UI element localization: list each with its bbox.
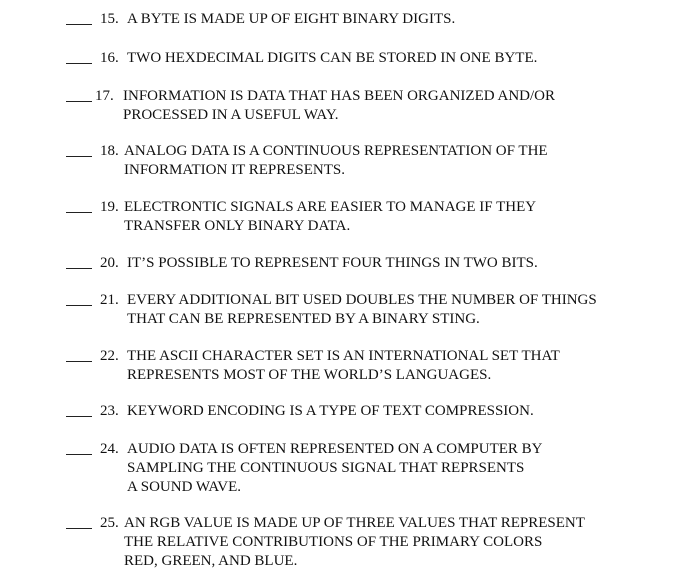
question-line: TRANSFER ONLY BINARY DATA. bbox=[124, 218, 351, 234]
question-text bbox=[127, 49, 537, 68]
answer-blank[interactable] bbox=[66, 528, 92, 529]
question-number: 24. bbox=[100, 441, 119, 457]
question-text bbox=[127, 291, 597, 329]
answer-blank[interactable] bbox=[66, 212, 92, 213]
question-number: 19. bbox=[100, 199, 119, 215]
question-number: 17. bbox=[95, 88, 114, 104]
answer-blank[interactable] bbox=[66, 361, 92, 362]
question-number: 16. bbox=[100, 50, 119, 66]
question-number: 15. bbox=[100, 11, 119, 27]
question-line: ELECTRONTIC SIGNALS ARE EASIER TO MANAGE IF THEY bbox=[124, 199, 537, 215]
question-text bbox=[124, 142, 548, 180]
question-number: 21. bbox=[100, 292, 119, 308]
question-line: PROCESSED IN A USEFUL WAY. bbox=[123, 107, 339, 123]
question-number: 25. bbox=[100, 515, 119, 531]
question-text bbox=[127, 402, 534, 421]
answer-blank[interactable] bbox=[66, 268, 92, 269]
answer-blank[interactable] bbox=[66, 156, 92, 157]
answer-blank[interactable] bbox=[66, 305, 92, 306]
question-line: ANALOG DATA IS A CONTINUOUS REPRESENTATION OF THE bbox=[124, 143, 548, 159]
question-line: IT’S POSSIBLE TO REPRESENT FOUR THINGS IN TWO BITS. bbox=[127, 255, 538, 271]
question-line: RED, GREEN, AND BLUE. bbox=[124, 553, 298, 569]
answer-blank[interactable] bbox=[66, 416, 92, 417]
answer-blank[interactable] bbox=[66, 454, 92, 455]
question-line: THAT CAN BE REPRESENTED BY A BINARY STING. bbox=[127, 311, 480, 327]
question-line: INFORMATION IS DATA THAT HAS BEEN ORGANIZED AND/OR bbox=[123, 88, 556, 104]
question-line: A BYTE IS MADE UP OF EIGHT BINARY DIGITS. bbox=[127, 11, 456, 27]
question-line: AUDIO DATA IS OFTEN REPRESENTED ON A COMPUTER BY bbox=[127, 441, 543, 457]
answer-blank[interactable] bbox=[66, 101, 92, 102]
question-line: THE RELATIVE CONTRIBUTIONS OF THE PRIMARY COLORS bbox=[124, 534, 543, 550]
question-line: REPRESENTS MOST OF THE WORLD’S LANGUAGES. bbox=[127, 367, 492, 383]
answer-blank[interactable] bbox=[66, 63, 92, 64]
question-line: TWO HEXDECIMAL DIGITS CAN BE STORED IN ONE BYTE. bbox=[127, 50, 538, 66]
question-number: 23. bbox=[100, 403, 119, 419]
question-number: 18. bbox=[100, 143, 119, 159]
question-line: INFORMATION IT REPRESENTS. bbox=[124, 162, 345, 178]
question-line: THE ASCII CHARACTER SET IS AN INTERNATIONAL SET THAT bbox=[127, 348, 560, 364]
question-text bbox=[124, 198, 536, 236]
question-text bbox=[124, 514, 585, 571]
question-text bbox=[127, 254, 538, 273]
question-line: EVERY ADDITIONAL BIT USED DOUBLES THE NUMBER OF THINGS bbox=[127, 292, 597, 308]
question-line: AN RGB VALUE IS MADE UP OF THREE VALUES THAT REPRESENT bbox=[124, 515, 585, 531]
question-text bbox=[123, 87, 555, 125]
question-text bbox=[127, 10, 455, 29]
question-line: KEYWORD ENCODING IS A TYPE OF TEXT COMPRESSION. bbox=[127, 403, 534, 419]
question-text bbox=[127, 440, 543, 497]
answer-blank[interactable] bbox=[66, 24, 92, 25]
question-number: 20. bbox=[100, 255, 119, 271]
question-line: SAMPLING THE CONTINUOUS SIGNAL THAT REPRSENTS bbox=[127, 460, 525, 476]
question-text bbox=[127, 347, 560, 385]
question-number: 22. bbox=[100, 348, 119, 364]
question-line: A SOUND WAVE. bbox=[127, 479, 242, 495]
